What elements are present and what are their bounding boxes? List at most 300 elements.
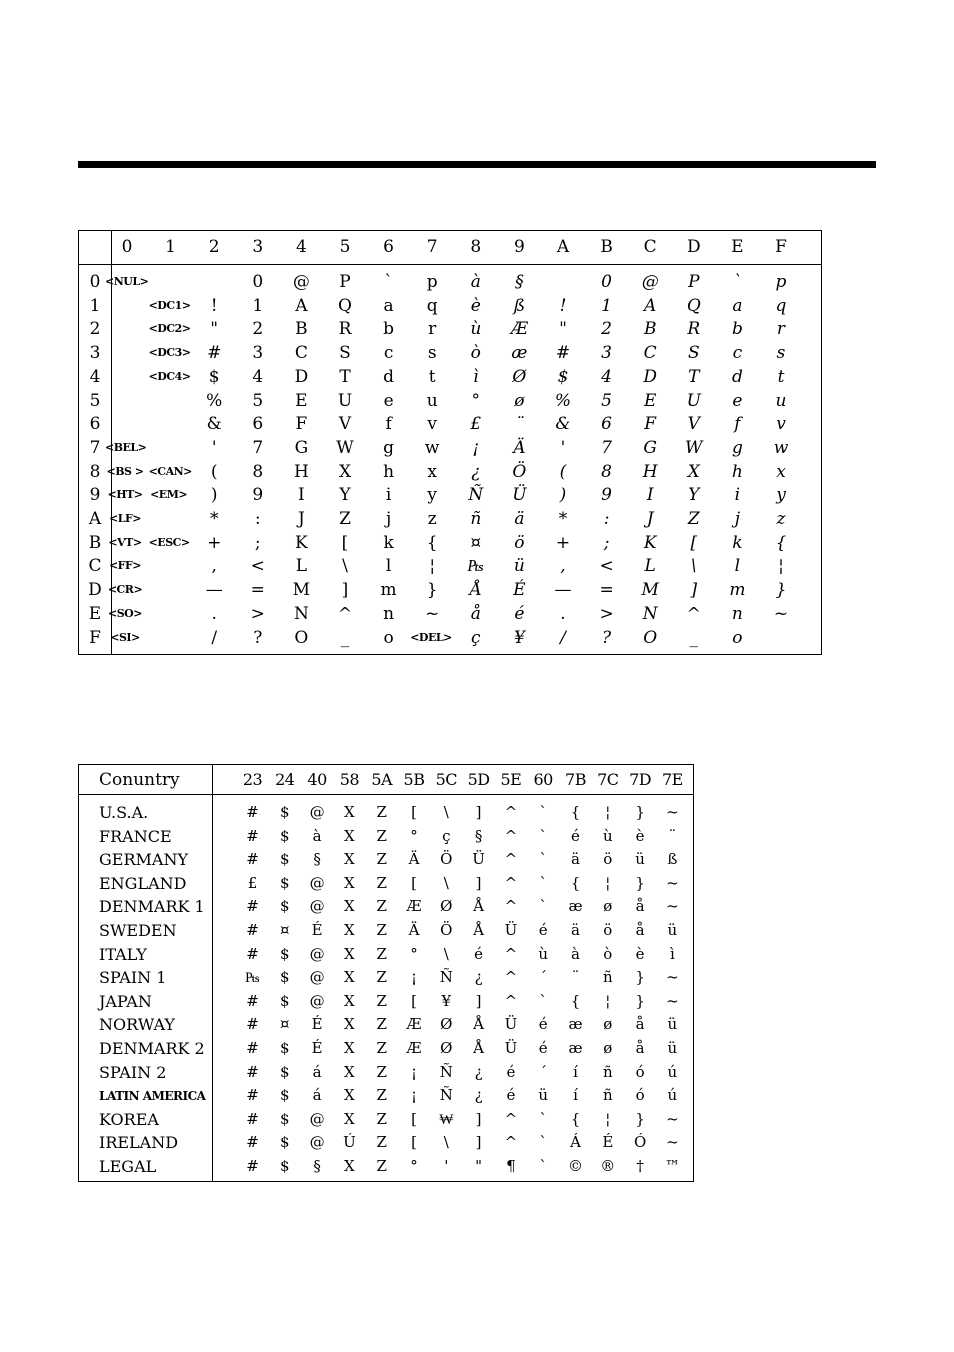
intl-character-cell: Ö <box>440 921 453 939</box>
intl-character-cell: ä <box>571 921 580 939</box>
intl-column-header: 5D <box>467 770 490 789</box>
character-cell: ¥ <box>513 627 525 648</box>
character-cell: i <box>385 485 392 506</box>
intl-character-cell: ó <box>635 1086 645 1105</box>
intl-character-cell: Æ <box>406 1015 422 1034</box>
intl-character-cell: † <box>636 1157 644 1175</box>
character-cell: < <box>599 556 614 577</box>
character-cell: m <box>729 580 746 601</box>
character-cell: D <box>643 366 657 387</box>
intl-character-cell: é <box>506 1086 516 1105</box>
intl-character-cell: Ó <box>633 1133 647 1152</box>
intl-character-cell: @ <box>309 968 325 987</box>
control-code-cell: <LF> <box>109 512 141 525</box>
character-cell: J <box>297 509 305 529</box>
character-cell: 7 <box>252 437 264 458</box>
character-cell: y <box>427 485 437 506</box>
intl-character-cell: $ <box>280 897 290 916</box>
character-cell: ₧ <box>467 556 485 577</box>
intl-character-cell: ' <box>444 1157 449 1175</box>
code-column-header: 5 <box>339 237 351 257</box>
intl-character-cell: ñ <box>602 1062 613 1081</box>
intl-character-cell: ¦ <box>605 1109 611 1128</box>
intl-character-cell: ₩ <box>439 1109 454 1128</box>
intl-character-cell: Ä <box>408 850 420 869</box>
character-cell: : <box>254 509 261 529</box>
intl-character-cell: Z <box>376 921 387 939</box>
intl-column-header: 58 <box>339 770 360 789</box>
intl-character-cell: X <box>344 873 355 892</box>
character-cell: Ä <box>513 437 526 458</box>
intl-character-cell: é <box>538 921 548 939</box>
character-cell: W <box>336 437 354 458</box>
intl-character-cell: ^ <box>504 897 518 916</box>
character-cell: D <box>294 366 309 387</box>
intl-character-cell: } <box>635 968 645 987</box>
intl-character-cell: $ <box>280 873 290 892</box>
character-cell: e <box>383 390 394 411</box>
intl-character-cell: Æ <box>406 897 422 916</box>
character-cell: j <box>734 509 741 529</box>
character-cell: q <box>426 295 438 316</box>
intl-character-cell: ₧ <box>245 968 260 987</box>
character-cell: Q <box>686 295 701 316</box>
intl-character-cell: ú <box>667 1086 678 1105</box>
intl-character-cell: ¿ <box>474 968 483 987</box>
intl-character-cell: ´ <box>539 968 547 987</box>
character-cell: ¡ <box>472 437 480 458</box>
intl-character-cell: É <box>311 921 323 939</box>
character-cell: M <box>641 580 659 601</box>
intl-column-header: 7C <box>597 770 619 789</box>
character-cell: O <box>294 627 309 648</box>
character-cell: ( <box>210 461 218 482</box>
character-cell: Ñ <box>468 485 484 506</box>
character-cell: U <box>337 390 353 411</box>
intl-character-cell: ¨ <box>668 826 677 845</box>
intl-column-header: 7E <box>661 770 683 789</box>
intl-character-cell: ^ <box>504 991 518 1010</box>
code-column-header: 4 <box>295 237 307 257</box>
character-cell: G <box>643 437 657 458</box>
intl-character-cell: ] <box>475 803 482 821</box>
intl-character-cell: Ø <box>440 1015 453 1034</box>
character-cell: : <box>603 509 610 529</box>
intl-character-cell: ù <box>538 944 549 963</box>
character-cell: _ <box>340 627 350 648</box>
intl-character-cell: # <box>246 803 259 821</box>
intl-character-cell: è <box>635 826 645 845</box>
code-column-header: C <box>643 237 657 257</box>
character-cell: R <box>338 319 352 340</box>
intl-character-cell: Z <box>376 1039 387 1057</box>
intl-character-cell: ¶ <box>506 1157 516 1175</box>
character-cell: B <box>643 319 657 340</box>
code-row-header: 4 <box>89 366 101 387</box>
intl-character-cell: ñ <box>602 1086 613 1105</box>
intl-character-cell: # <box>246 1133 259 1152</box>
intl-character-cell: § <box>474 826 483 845</box>
character-cell: ø <box>514 390 525 411</box>
intl-character-cell: @ <box>309 1109 325 1128</box>
intl-character-cell: ^ <box>504 803 518 821</box>
character-cell: à <box>470 272 481 292</box>
character-cell: ¦ <box>429 556 436 577</box>
character-cell: h <box>383 461 395 482</box>
control-code-cell: <SO> <box>108 606 142 620</box>
control-code-cell: <BEL> <box>105 440 147 454</box>
code-column-header: 3 <box>252 237 264 257</box>
code-row-header: 8 <box>89 461 101 482</box>
character-cell: 8 <box>601 461 612 482</box>
character-cell: è <box>470 295 481 316</box>
intl-character-cell: Å <box>473 897 485 916</box>
character-cell: & <box>555 414 571 435</box>
character-cell: = <box>599 580 614 601</box>
character-cell: > <box>250 603 265 624</box>
control-code-cell: <CAN> <box>148 464 192 478</box>
code-column-header: D <box>686 237 701 257</box>
character-cell: o <box>732 627 743 648</box>
character-cell: x <box>427 461 437 482</box>
intl-character-cell: æ <box>568 1015 583 1034</box>
intl-character-cell: Z <box>376 1157 387 1175</box>
character-cell: r <box>428 319 437 340</box>
intl-character-cell: ^ <box>504 850 518 869</box>
character-cell: ¦ <box>778 556 784 577</box>
character-cell: S <box>687 343 700 364</box>
code-row-header: 9 <box>89 485 101 506</box>
character-cell: a <box>732 295 743 316</box>
intl-character-cell: ¨ <box>571 968 580 987</box>
character-cell: _ <box>689 627 699 648</box>
character-cell: Å <box>469 580 482 601</box>
intl-character-cell: } <box>635 1109 645 1128</box>
character-cell: 5 <box>252 390 264 411</box>
character-cell: t <box>428 366 436 387</box>
code-row-header: F <box>89 627 101 648</box>
character-cell: 4 <box>252 366 264 387</box>
intl-character-cell: é <box>506 1062 516 1081</box>
character-cell: 2 <box>252 319 264 340</box>
header-rule <box>78 161 876 168</box>
intl-character-cell: Ñ <box>439 1086 453 1105</box>
intl-character-cell: $ <box>280 991 290 1010</box>
intl-character-cell: # <box>246 1157 259 1175</box>
intl-character-cell: \ <box>443 873 449 892</box>
intl-character-cell: ¤ <box>280 921 290 939</box>
character-cell: M <box>292 580 311 601</box>
character-cell: £ <box>470 414 482 435</box>
intl-character-cell: # <box>246 1015 259 1034</box>
character-cell: l <box>734 556 741 577</box>
intl-character-cell: # <box>246 991 259 1010</box>
intl-character-cell: # <box>246 944 259 963</box>
character-cell: ? <box>253 627 263 648</box>
character-cell: p <box>426 272 438 292</box>
control-code-cell: <DEL> <box>410 630 452 644</box>
character-cell: ¿ <box>471 461 481 482</box>
intl-character-cell: ` <box>539 826 547 845</box>
character-cell: > <box>599 603 614 624</box>
intl-character-cell: ü <box>635 850 645 869</box>
intl-character-cell: X <box>344 1015 355 1034</box>
character-cell: g <box>383 437 395 458</box>
intl-character-cell: $ <box>280 1157 290 1175</box>
intl-character-cell: @ <box>309 991 325 1010</box>
character-cell: X <box>338 461 352 482</box>
intl-character-cell: ~ <box>666 1109 679 1128</box>
intl-character-cell: { <box>570 873 581 892</box>
character-cell: e <box>732 390 743 411</box>
country-name: FRANCE <box>99 826 172 846</box>
intl-character-cell: ° <box>410 944 418 963</box>
character-cell: O <box>643 627 658 648</box>
character-cell: w <box>424 437 440 458</box>
intl-character-cell: ö <box>603 850 613 869</box>
character-cell: \ <box>690 556 697 577</box>
intl-character-cell: $ <box>280 826 290 845</box>
intl-character-cell: ~ <box>666 991 679 1010</box>
intl-character-cell: X <box>344 1086 355 1105</box>
character-cell: F <box>295 414 308 435</box>
character-cell: A <box>295 295 308 316</box>
character-cell: n <box>383 603 395 624</box>
intl-character-cell: @ <box>309 897 325 916</box>
intl-character-cell: Ü <box>504 1015 518 1034</box>
intl-character-cell: ¡ <box>410 968 418 987</box>
intl-character-cell: Z <box>376 1109 387 1128</box>
intl-character-cell: ] <box>475 1109 482 1128</box>
intl-character-cell: Z <box>376 897 387 916</box>
character-cell: Z <box>687 509 700 529</box>
character-cell: ' <box>560 437 566 458</box>
intl-character-cell: ñ <box>602 968 613 987</box>
intl-character-cell: ¥ <box>441 991 452 1010</box>
intl-character-cell: # <box>246 1062 259 1081</box>
intl-character-cell: ^ <box>504 873 518 892</box>
intl-character-cell: ü <box>667 1015 678 1034</box>
character-cell: # <box>555 343 571 364</box>
country-name: SPAIN 2 <box>99 1062 167 1082</box>
code-row-header: E <box>88 603 102 624</box>
country-name: JAPAN <box>99 991 152 1011</box>
intl-character-cell: \ <box>443 944 449 963</box>
character-cell: = <box>250 580 265 601</box>
character-cell: ] <box>341 580 349 601</box>
code-column-header: 7 <box>426 237 438 257</box>
character-cell: 6 <box>601 414 612 435</box>
intl-character-cell: @ <box>309 803 325 821</box>
character-cell: { <box>426 532 438 553</box>
character-cell: 6 <box>252 414 264 435</box>
character-cell: c <box>383 343 394 364</box>
character-cell: ^ <box>686 603 701 624</box>
code-row-header: 2 <box>89 319 101 340</box>
character-cell: V <box>338 414 352 435</box>
intl-character-cell: X <box>344 991 355 1010</box>
intl-character-cell: Z <box>376 803 387 821</box>
country-name: IRELAND <box>99 1133 179 1153</box>
intl-character-cell: Z <box>376 1133 387 1152</box>
intl-character-cell: Ä <box>408 921 420 939</box>
character-cell: 7 <box>601 437 612 458</box>
character-cell: H <box>642 461 658 482</box>
character-cell: x <box>776 461 786 482</box>
intl-character-cell: { <box>570 991 581 1010</box>
intl-character-cell: ¦ <box>605 873 611 892</box>
character-cell: H <box>293 461 309 482</box>
intl-character-cell: } <box>635 873 645 892</box>
character-cell: t <box>777 366 785 387</box>
code-column-header: B <box>600 237 613 257</box>
character-cell: ; <box>603 532 610 553</box>
intl-character-cell: Z <box>376 1062 387 1081</box>
intl-character-cell: @ <box>309 944 325 963</box>
character-cell: Æ <box>510 319 528 340</box>
intl-character-cell: ^ <box>504 1133 518 1152</box>
character-cell: v <box>776 414 786 435</box>
character-cell: ! <box>559 295 567 316</box>
intl-character-cell: X <box>344 1039 355 1057</box>
character-cell: N <box>642 603 658 624</box>
character-cell: L <box>644 556 656 577</box>
control-code-cell: <VT> <box>108 535 142 549</box>
character-cell: s <box>427 343 437 364</box>
code-column-header: 1 <box>165 237 176 257</box>
intl-character-cell: Z <box>376 1015 387 1034</box>
code-column-header: A <box>556 237 570 257</box>
control-code-cell: <BS > <box>106 464 144 478</box>
intl-character-cell: ` <box>539 1133 547 1152</box>
international-character-table <box>78 764 694 1182</box>
character-cell: C <box>643 343 657 364</box>
intl-character-cell: ´ <box>539 1062 547 1081</box>
intl-character-cell: ® <box>600 1157 616 1175</box>
code-column-header: 2 <box>208 237 220 257</box>
country-name: SWEDEN <box>99 921 177 940</box>
intl-character-cell: X <box>344 1109 355 1128</box>
country-name: U.S.A. <box>99 803 149 822</box>
intl-character-cell: } <box>635 803 645 821</box>
character-cell: ~ <box>425 603 440 624</box>
character-cell: h <box>731 461 743 482</box>
character-cell: $ <box>557 366 569 387</box>
intl-character-cell: ä <box>571 850 580 869</box>
intl-column-header: 7D <box>629 770 652 789</box>
character-cell: T <box>339 366 351 387</box>
intl-column-header: 5E <box>500 770 522 789</box>
character-cell: } <box>775 580 787 601</box>
character-cell: 8 <box>252 461 264 482</box>
intl-character-cell: ¤ <box>280 1015 290 1034</box>
control-code-cell: <DC3> <box>148 346 191 360</box>
intl-character-cell: É <box>311 1039 323 1057</box>
character-cell: ñ <box>470 509 482 529</box>
intl-character-cell: @ <box>309 873 325 892</box>
intl-character-cell: X <box>344 826 355 845</box>
intl-character-cell: Ü <box>504 921 518 939</box>
intl-character-cell: ~ <box>666 897 679 916</box>
code-row-header: A <box>88 509 102 529</box>
character-cell: p <box>775 272 787 292</box>
intl-column-header: 5B <box>403 770 425 789</box>
intl-character-cell: ™ <box>664 1157 680 1175</box>
character-cell: n <box>731 603 743 624</box>
intl-character-cell: $ <box>280 803 290 821</box>
intl-character-cell: í <box>573 1062 578 1081</box>
character-cell: b <box>383 319 395 340</box>
character-cell: J <box>646 509 654 529</box>
character-cell: . <box>560 603 566 624</box>
intl-character-cell: # <box>246 1086 259 1105</box>
country-column-header: Conuntry <box>99 770 180 790</box>
intl-character-cell: X <box>344 944 355 963</box>
intl-character-cell: $ <box>280 1062 290 1081</box>
code-column-header: 6 <box>383 237 394 257</box>
character-cell: — <box>554 580 572 601</box>
intl-character-cell: Ü <box>504 1039 518 1057</box>
intl-character-cell: [ <box>411 873 417 892</box>
intl-character-cell: \ <box>443 803 449 821</box>
character-cell: ¤ <box>470 532 482 553</box>
intl-character-cell: ` <box>539 1157 547 1175</box>
code-column-header: 0 <box>121 237 133 257</box>
intl-character-cell: # <box>246 826 259 845</box>
character-cell: y <box>776 485 786 506</box>
intl-character-cell: ø <box>603 897 613 916</box>
character-cell: ä <box>514 509 525 529</box>
control-code-cell: <NUL> <box>105 275 149 288</box>
intl-character-cell: Z <box>376 873 387 892</box>
character-cell: É <box>513 580 526 601</box>
character-cell: ? <box>602 627 612 648</box>
intl-character-cell: ] <box>475 873 482 892</box>
character-cell: — <box>205 580 223 601</box>
character-cell: P <box>688 272 700 292</box>
character-cell: ` <box>384 272 393 292</box>
character-cell: I <box>298 485 305 506</box>
intl-character-cell: ù <box>602 826 613 845</box>
character-cell: Ö <box>512 461 527 482</box>
intl-character-cell: ^ <box>504 944 518 963</box>
intl-character-cell: ü <box>667 1039 678 1057</box>
character-cell: ) <box>559 485 567 506</box>
character-cell: & <box>206 414 222 435</box>
intl-character-cell: ç <box>442 826 451 845</box>
character-cell: L <box>295 556 308 577</box>
intl-character-cell: ^ <box>504 826 518 845</box>
character-cell: ç <box>471 627 481 648</box>
intl-character-cell: ~ <box>666 1133 679 1152</box>
country-name: ITALY <box>99 944 147 964</box>
intl-character-cell: à <box>312 826 322 845</box>
character-cell: d <box>383 366 395 387</box>
character-cell: T <box>688 366 700 387</box>
intl-character-cell: æ <box>568 1039 583 1057</box>
character-cell: A <box>644 295 657 316</box>
character-cell: s <box>776 343 786 364</box>
character-cell: § <box>515 272 524 292</box>
intl-character-cell: Ø <box>440 897 453 916</box>
intl-character-cell: © <box>568 1157 583 1175</box>
intl-character-cell: É <box>311 1015 323 1034</box>
character-cell: + <box>207 532 222 553</box>
character-cell: ¨ <box>515 414 524 435</box>
control-code-cell: <EM> <box>150 488 188 502</box>
character-cell: u <box>775 390 787 411</box>
character-cell: R <box>687 319 701 340</box>
